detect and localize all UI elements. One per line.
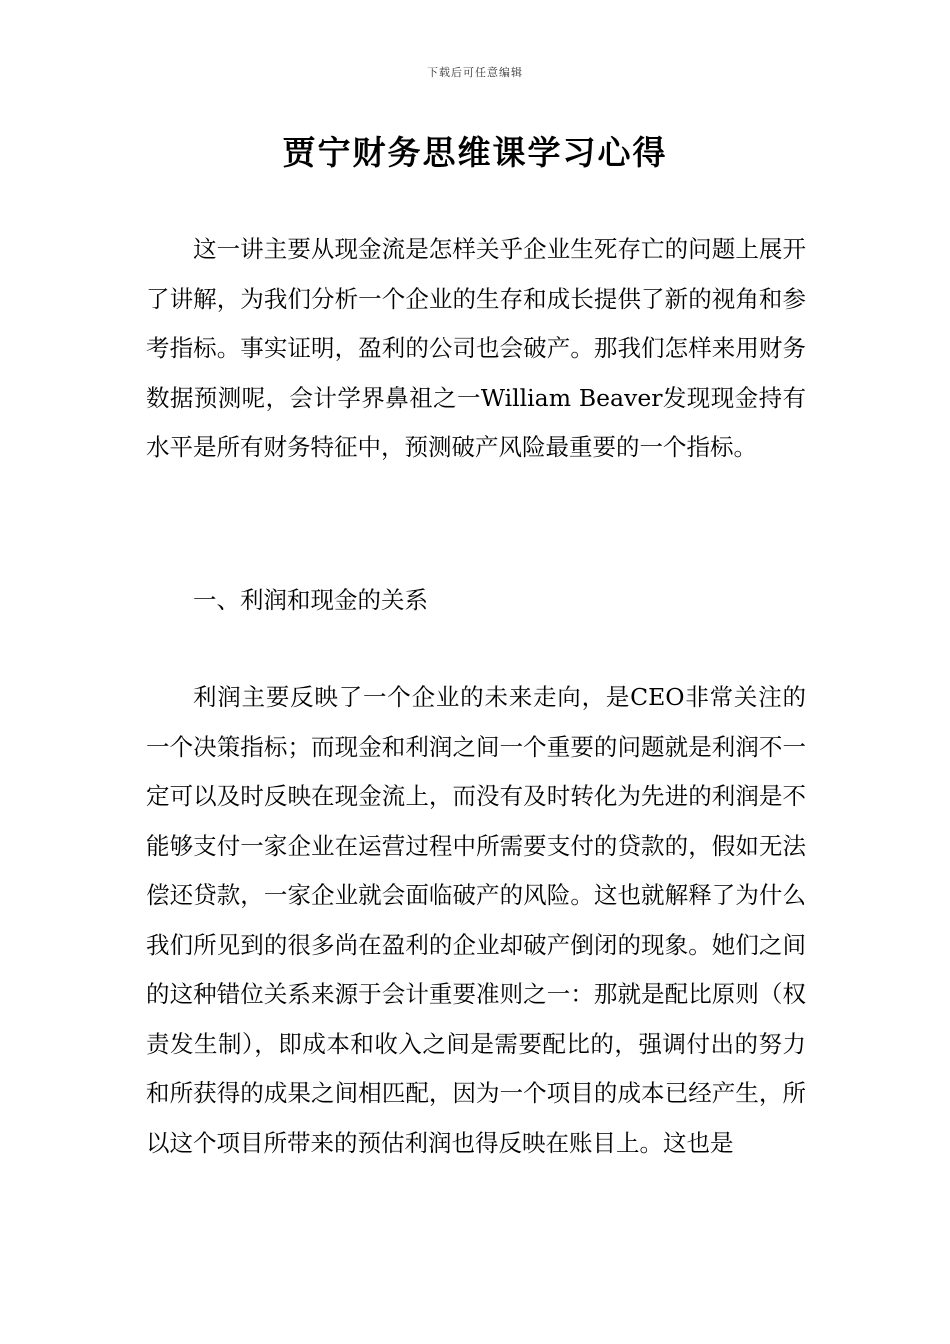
paragraph-profit-cash: 利润主要反映了一个企业的未来走向，是CEO非常关注的一个决策指标；而现金和利润之间一个重要的问题就是利润不一定可以及时反映在现金流上，而没有及时转化为先进的利润是不能够支付一家企业在运营过程中所需要支付的贷款的，假如无法偿还贷款，一家企业就会面临破产的风险。这也就解释了为什么我们所见到的很多尚在盈利的企业却破产倒闭的现象。她们之间的这种错位关系来源于会计重要准则之一：那就是配比原则（权责发生制），即成本和收入之间是需要配比的，强调付出的努力和所获得的成果之间相匹配，因为一个项目的成本已经产生，所以这个项目所带来的预估利润也得反映在账目上。这也是: [146, 683, 806, 1157]
document-title: 贾宁财务思维课学习心得: [282, 133, 668, 172]
header-note: 下载后可任意编辑: [427, 66, 523, 79]
paragraph-intro: 这一讲主要从现金流是怎样关乎企业生死存亡的问题上展开了讲解，为我们分析一个企业的生存和成长提供了新的视角和参考指标。事实证明，盈利的公司也会破产。那我们怎样来用财务数据预测呢，会计学界鼻祖之一William Beaver发现现金持有水平是所有财务特征中，预测破产风险最重要的一个指标。: [146, 235, 806, 461]
section-heading: 一、利润和现金的关系: [193, 586, 428, 614]
